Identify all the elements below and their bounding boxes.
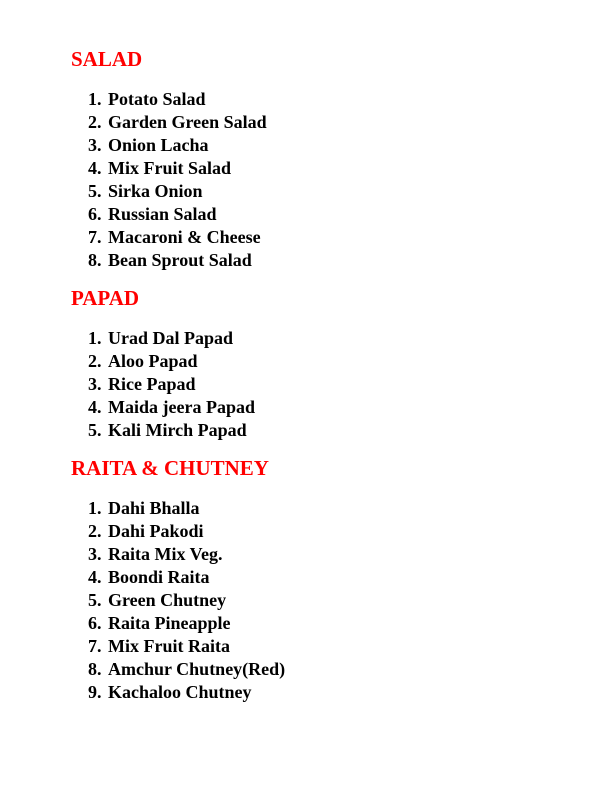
item-number: 4. <box>88 397 102 417</box>
section-heading-papad: PAPAD <box>71 286 140 310</box>
item-number: 2. <box>88 112 102 132</box>
item-text: Maida jeera Papad <box>108 397 255 417</box>
section-heading-salad: SALAD <box>71 47 143 71</box>
item-text: Aloo Papad <box>108 351 198 371</box>
item-number: 1. <box>88 89 102 109</box>
list-item <box>88 589 285 612</box>
salad-list <box>88 88 267 272</box>
list-item <box>88 88 267 111</box>
item-number: 5. <box>88 181 102 201</box>
list-item <box>88 373 255 396</box>
item-text: Garden Green Salad <box>108 112 267 132</box>
list-item <box>88 350 255 373</box>
list-item <box>88 180 267 203</box>
list-item <box>88 111 267 134</box>
item-number: 4. <box>88 158 102 178</box>
list-item <box>88 396 255 419</box>
item-text: Dahi Pakodi <box>108 521 204 541</box>
item-text: Dahi Bhalla <box>108 498 200 518</box>
list-item <box>88 612 285 635</box>
papad-list <box>88 327 255 442</box>
list-item <box>88 566 285 589</box>
list-item <box>88 249 267 272</box>
item-number: 7. <box>88 227 102 247</box>
list-item <box>88 226 267 249</box>
item-number: 7. <box>88 636 102 656</box>
list-item <box>88 681 285 704</box>
list-item <box>88 497 285 520</box>
item-text: Bean Sprout Salad <box>108 250 252 270</box>
item-number: 5. <box>88 420 102 440</box>
item-text: Boondi Raita <box>108 567 210 587</box>
item-number: 1. <box>88 498 102 518</box>
item-number: 5. <box>88 590 102 610</box>
item-text: Kali Mirch Papad <box>108 420 247 440</box>
item-number: 2. <box>88 521 102 541</box>
item-number: 3. <box>88 374 102 394</box>
item-text: Urad Dal Papad <box>108 328 234 348</box>
item-text: Sirka Onion <box>108 181 203 201</box>
item-number: 1. <box>88 328 102 348</box>
list-item <box>88 157 267 180</box>
item-text: Mix Fruit Raita <box>108 636 230 656</box>
item-number: 6. <box>88 204 102 224</box>
item-text: Potato Salad <box>108 89 206 109</box>
list-item <box>88 419 255 442</box>
item-text: Russian Salad <box>108 204 217 224</box>
item-text: Raita Pineapple <box>108 613 231 633</box>
list-item <box>88 134 267 157</box>
list-item <box>88 327 255 350</box>
list-item <box>88 520 285 543</box>
item-text: Macaroni & Cheese <box>108 227 261 247</box>
item-text: Amchur Chutney(Red) <box>108 659 286 679</box>
item-number: 8. <box>88 659 102 679</box>
item-text: Rice Papad <box>108 374 196 394</box>
item-number: 8. <box>88 250 102 270</box>
list-item <box>88 658 285 681</box>
raita-chutney-list <box>88 497 285 704</box>
item-text: Raita Mix Veg. <box>108 544 223 564</box>
item-number: 4. <box>88 567 102 587</box>
list-item <box>88 543 285 566</box>
item-number: 9. <box>88 682 102 702</box>
list-item <box>88 635 285 658</box>
item-number: 2. <box>88 351 102 371</box>
item-text: Kachaloo Chutney <box>108 682 252 702</box>
item-text: Onion Lacha <box>108 135 209 155</box>
item-number: 3. <box>88 544 102 564</box>
item-number: 3. <box>88 135 102 155</box>
section-heading-raita-chutney: RAITA & CHUTNEY <box>71 456 269 480</box>
item-text: Green Chutney <box>108 590 227 610</box>
item-text: Mix Fruit Salad <box>108 158 232 178</box>
item-number: 6. <box>88 613 102 633</box>
list-item <box>88 203 267 226</box>
